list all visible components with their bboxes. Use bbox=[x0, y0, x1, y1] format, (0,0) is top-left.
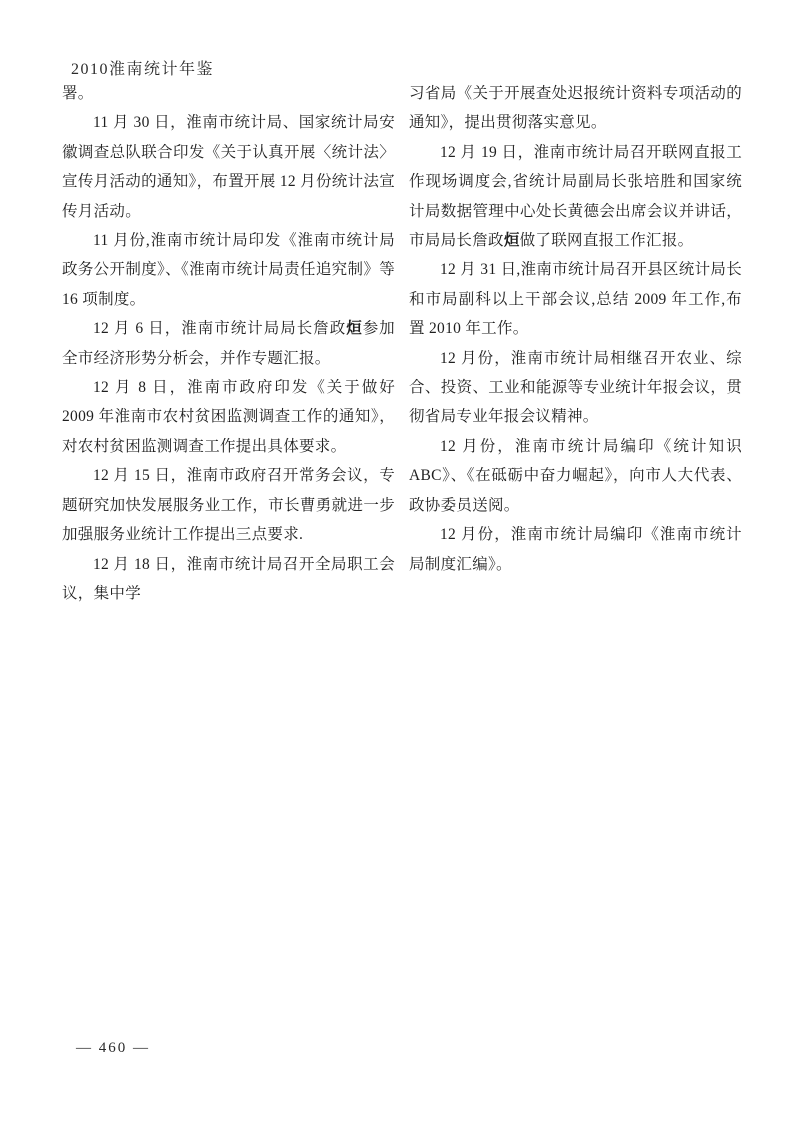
paragraph bbox=[409, 432, 742, 520]
text-segment: 12 月 31 日,淮南市统计局召开县区统计局长和市局副科以上干部会议,总结 2009 年工作,布置 2010 年工作。 bbox=[409, 261, 742, 338]
text-segment: 11 月 30 日，淮南市统计局、国家统计局安徽调查总队联合印发《关于认真开展〈统计法〉宣传月活动的通知》，布置开展 12 月份统计法宣传月活动。 bbox=[62, 114, 395, 220]
text-segment: 12 月份，淮南市统计局编印《统计知识 ABC》、《在砥砺中奋力崛起》，向市人大代表、政协委员送阅。 bbox=[409, 437, 742, 514]
paragraph bbox=[62, 373, 395, 461]
text-columns bbox=[62, 79, 742, 608]
paragraph bbox=[409, 255, 742, 343]
paragraph bbox=[409, 138, 742, 256]
right-column bbox=[409, 79, 742, 608]
running-header: 2010淮南统计年鉴 bbox=[71, 61, 215, 78]
text-segment: 参加全市经济形势分析会，并作专题汇报。 bbox=[62, 320, 395, 367]
text-segment: 12 月 19 日，淮南市统计局召开联网直报工作现场调度会,省统计局副局长张培胜和国家统计局数据管理中心处长黄德会出席会议并讲话，市局局长詹政 bbox=[409, 143, 742, 250]
paragraph bbox=[409, 79, 742, 138]
paragraph bbox=[62, 314, 395, 373]
emphasized-text: 烜 bbox=[346, 320, 363, 338]
emphasized-text: 烜 bbox=[503, 232, 520, 250]
text-segment: 11 月份,淮南市统计局印发《淮南市统计局政务公开制度》、《淮南市统计局责任追究制》等 16 项制度。 bbox=[62, 232, 395, 308]
paragraph bbox=[62, 550, 395, 609]
text-segment: 署。 bbox=[62, 85, 94, 102]
paragraph bbox=[62, 79, 395, 108]
text-segment: 12 月份，淮南市统计局编印《淮南市统计局制度汇编》。 bbox=[409, 526, 742, 573]
paragraph bbox=[62, 108, 395, 226]
text-segment: 12 月 8 日，淮南市政府印发《关于做好 2009 年淮南市农村贫困监测调查工作的通知》，对农村贫困监测调查工作提出具体要求。 bbox=[62, 379, 395, 455]
paragraph bbox=[409, 344, 742, 432]
text-segment: 12 月份，淮南市统计局相继召开农业、综合、投资、工业和能源等专业统计年报会议，贯彻省局专业年报会议精神。 bbox=[409, 349, 742, 426]
page-number: — 460 — bbox=[76, 1040, 150, 1056]
left-column bbox=[62, 79, 395, 608]
text-segment: 习省局《关于开展查处迟报统计资料专项活动的通知》，提出贯彻落实意见。 bbox=[409, 85, 742, 132]
paragraph bbox=[409, 520, 742, 579]
paragraph bbox=[62, 461, 395, 549]
text-segment: 12 月 15 日，淮南市政府召开常务会议，专题研究加快发展服务业工作，市长曹勇就进一步加强服务业统计工作提出三点要求. bbox=[62, 467, 395, 544]
paragraph bbox=[62, 226, 395, 314]
text-segment: 做了联网直报工作汇报。 bbox=[519, 232, 694, 250]
text-segment: 12 月 6 日，淮南市统计局局长詹政 bbox=[93, 320, 347, 338]
text-segment: 12 月 18 日，淮南市统计局召开全局职工会议，集中学 bbox=[62, 555, 395, 602]
